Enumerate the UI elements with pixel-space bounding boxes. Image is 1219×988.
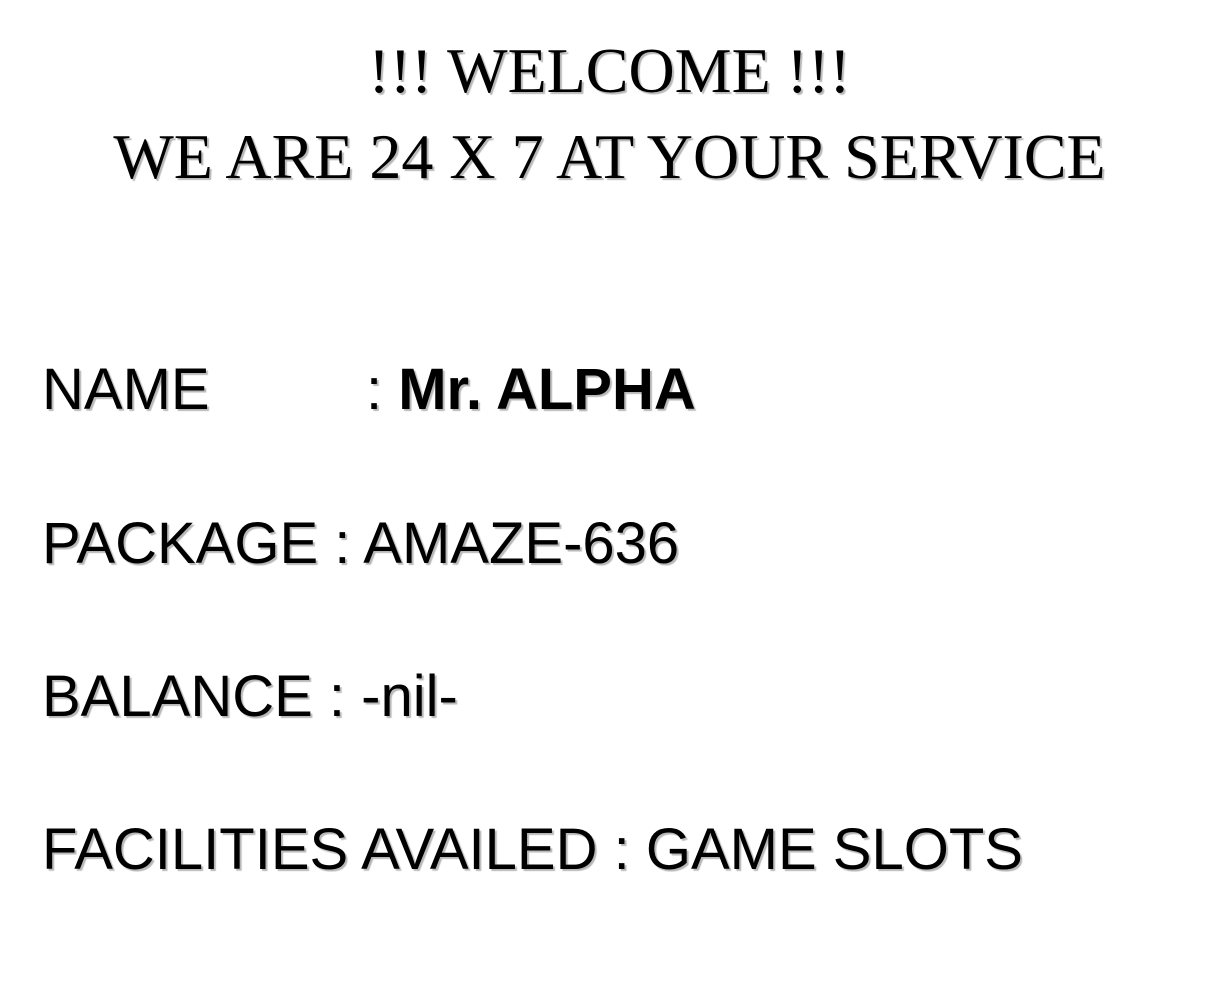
balance-row bbox=[42, 662, 458, 732]
service-tagline: WE ARE 24 X 7 AT YOUR SERVICE bbox=[113, 121, 1106, 192]
package-row bbox=[42, 509, 679, 579]
facilities-row bbox=[42, 815, 1023, 885]
package-separator: : bbox=[318, 511, 364, 576]
balance-separator: : bbox=[312, 664, 362, 729]
package-label: PACKAGE bbox=[42, 511, 319, 576]
balance-label: BALANCE bbox=[42, 664, 313, 729]
name-value: Mr. ALPHA bbox=[398, 357, 696, 422]
name-row bbox=[42, 355, 696, 425]
facilities-value: GAME SLOTS bbox=[645, 817, 1023, 882]
package-value: AMAZE-636 bbox=[363, 511, 680, 576]
facilities-separator: : bbox=[597, 817, 646, 882]
name-separator: : bbox=[366, 357, 399, 422]
balance-value: -nil- bbox=[361, 664, 458, 729]
facilities-label: FACILITIES AVAILED bbox=[42, 817, 598, 882]
name-label: NAME bbox=[42, 357, 210, 422]
welcome-title: !!! WELCOME !!! bbox=[368, 35, 851, 106]
welcome-header bbox=[0, 28, 1219, 200]
